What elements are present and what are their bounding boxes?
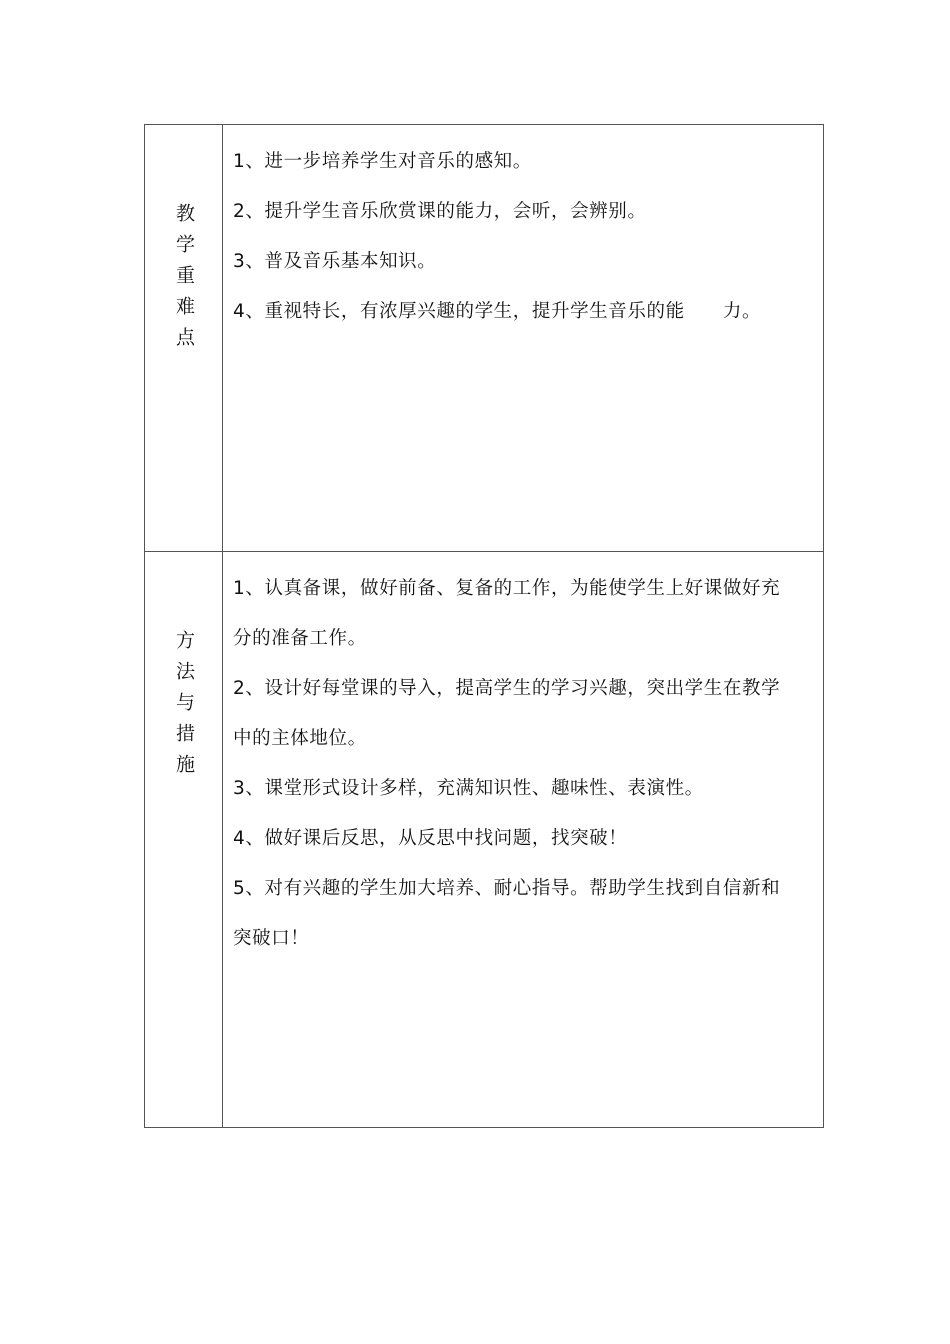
table-row [145,125,824,552]
list-item: 3、课堂形式设计多样，充满知识性、趣味性、表演性。 [233,778,704,799]
list-item: 1、进一步培养学生对音乐的感知。 [233,151,532,172]
list-item: 2、设计好每堂课的导入，提高学生的学习兴趣，突出学生在教学中的主体地位。 [233,678,781,749]
list-item: 1、认真备课，做好前备、复备的工作，为能使学生上好课做好充分的准备工作。 [233,578,781,649]
plan-table [144,124,824,1128]
table-row [145,552,824,1128]
row-label-key-difficult-points: 教学重难点 [173,203,195,358]
row-content-cell [223,125,824,552]
row-label-cell [145,125,223,552]
list-item: 5、对有兴趣的学生加大培养、耐心指导。帮助学生找到自信新和突破口！ [233,878,781,949]
list-item: 4、做好课后反思，从反思中找问题，找突破！ [233,828,628,849]
list-item: 4、重视特长，有浓厚兴趣的学生，提升学生音乐的能 力。 [233,301,762,322]
list-item: 3、普及音乐基本知识。 [233,251,437,272]
row-label-methods-measures: 方法与措施 [173,630,195,785]
list-item: 2、提升学生音乐欣赏课的能力，会听，会辨别。 [233,201,647,222]
row-label-cell [145,552,223,1128]
row-content-cell [223,552,824,1128]
